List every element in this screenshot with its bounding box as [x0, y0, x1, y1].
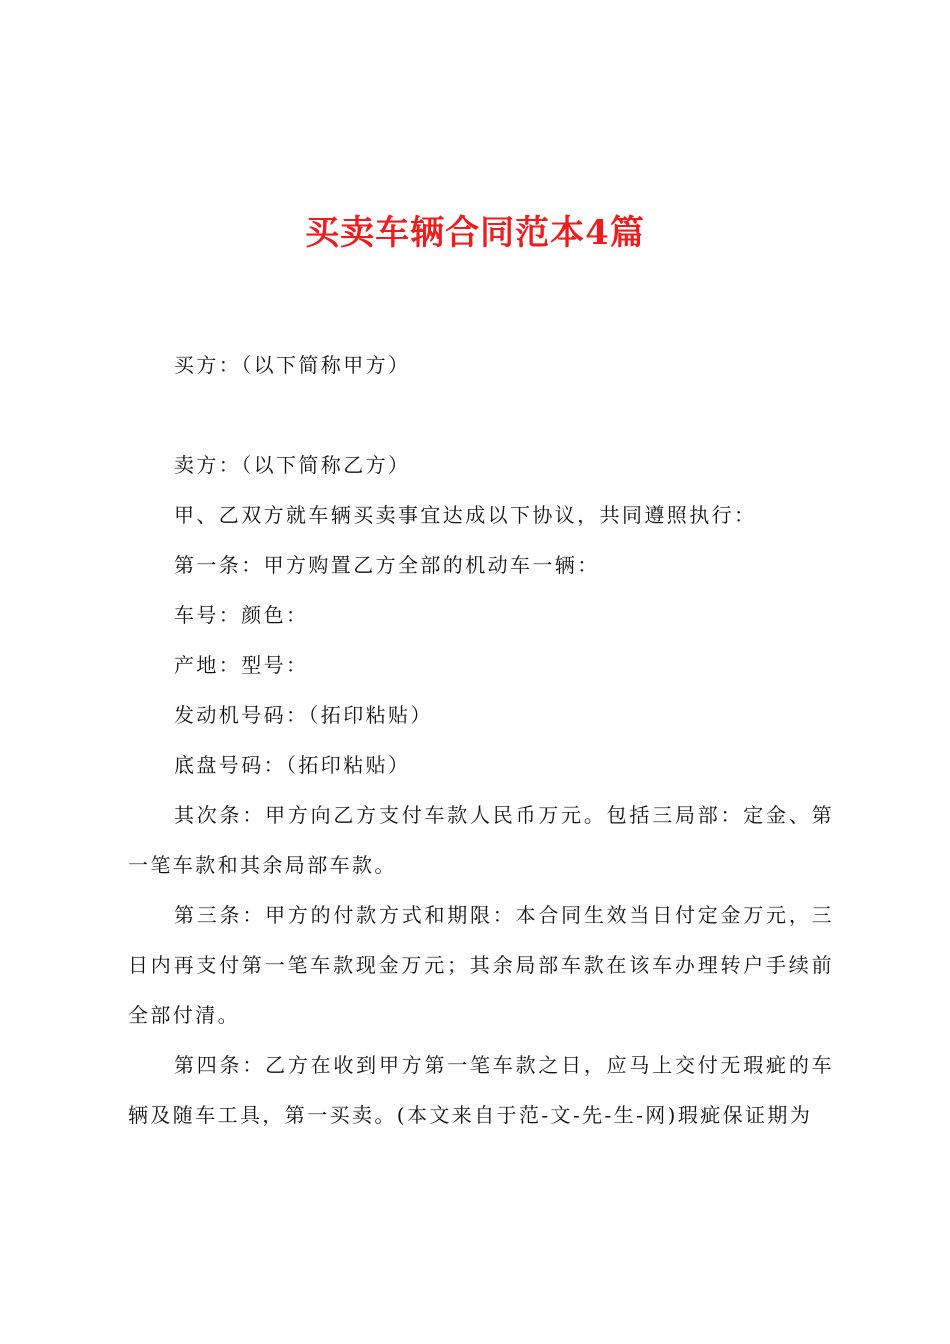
document-title: 买卖车辆合同范本4篇 — [305, 213, 645, 253]
article-4: 第四条：乙方在收到甲方第一笔车款之日，应马上交付无瑕疵的车辆及随车工具，第一买卖。(本文来自于范-文-先-生-网)瑕疵保证期为 — [128, 1053, 834, 1127]
article-3: 第三条：甲方的付款方式和期限：本合同生效当日付定金万元，三日内再支付第一笔车款现金万元；其余局部车款在该车办理转户手续前全部付清。 — [128, 903, 834, 1027]
engine-number-line: 发动机号码：（拓印粘贴） — [174, 703, 433, 727]
buyer-line: 买方：（以下简称甲方） — [174, 353, 411, 377]
plate-color-line: 车号：颜色： — [174, 603, 309, 627]
agreement-intro: 甲、乙双方就车辆买卖事宜达成以下协议，共同遵照执行： — [174, 503, 757, 527]
article-2: 其次条：甲方向乙方支付车款人民币万元。包括三局部：定金、第一笔车款和其余局部车款。 — [128, 803, 834, 877]
article-1: 第一条：甲方购置乙方全部的机动车一辆： — [174, 553, 600, 577]
seller-line: 卖方：（以下简称乙方） — [174, 453, 411, 477]
chassis-number-line: 底盘号码：（拓印粘贴） — [174, 753, 411, 777]
origin-model-line: 产地：型号： — [174, 653, 309, 677]
